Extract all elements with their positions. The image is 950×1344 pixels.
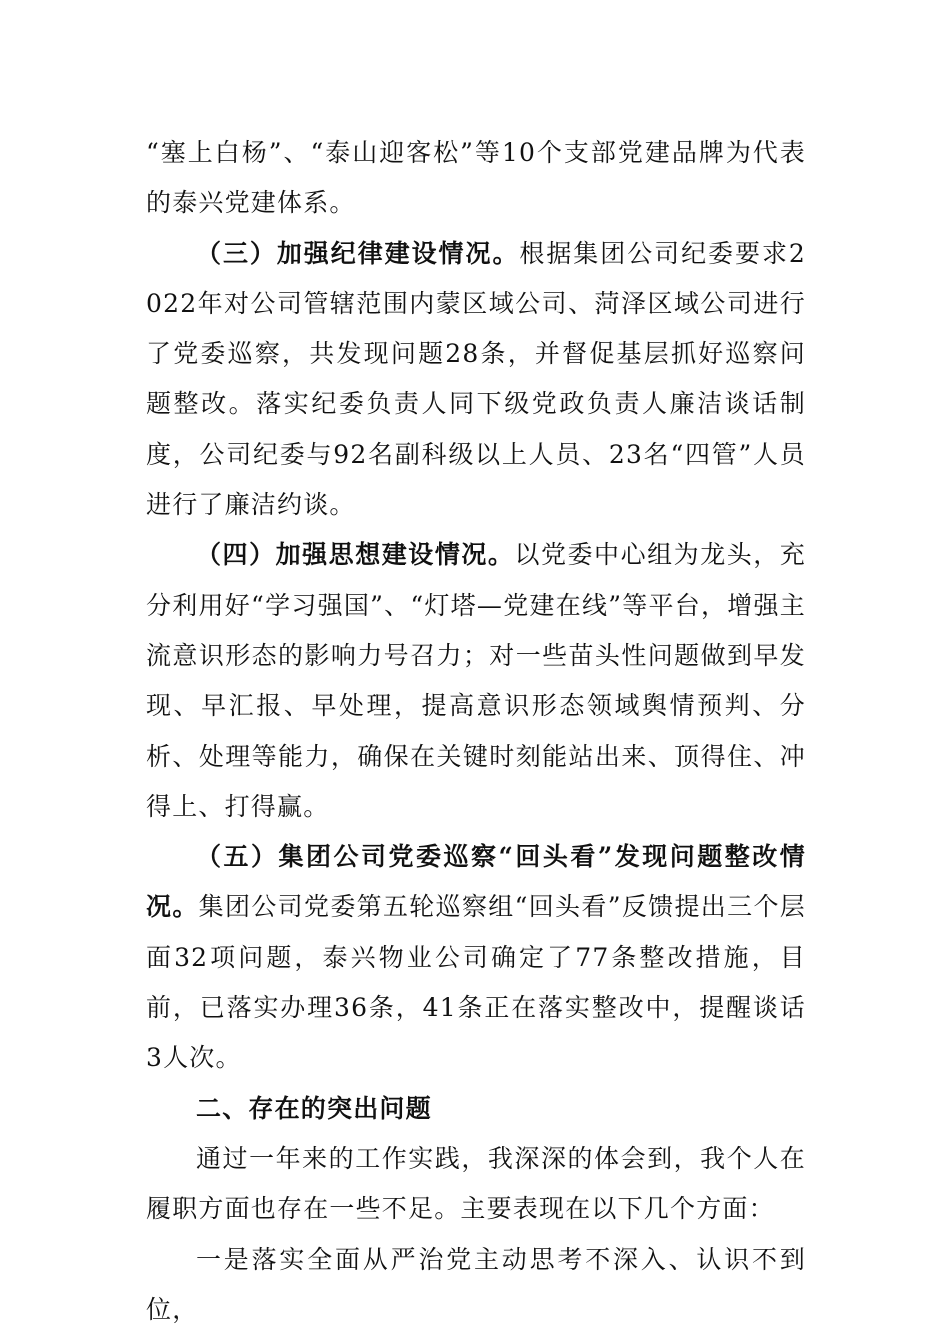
paragraph-discipline <box>146 229 806 531</box>
document-page <box>146 128 806 1335</box>
paragraph-inspection-rectification <box>146 832 806 1083</box>
paragraph-party-brand: “塞上白杨”、“泰山迎客松”等10个支部党建品牌为代表的泰兴党建体系。 <box>146 138 806 218</box>
body-discipline: 根据集团公司纪委要求2022年对公司管辖范围内蒙区域公司、菏泽区域公司进行了党委巡察，共发现问题28条，并督促基层抓好巡察问题整改。落实纪委负责人同下级党政负责人廉洁谈话制度，公司纪委与92名副科级以上人员、23名“四管”人员进行了廉洁约谈。 <box>146 238 807 520</box>
body-inspection-rectification: 集团公司党委第五轮巡察组“回头看”反馈提出三个层面32项问题，泰兴物业公司确定了77条整改措施，目前，已落实办理36条，41条正在落实整改中，提醒谈话3人次。 <box>146 892 806 1073</box>
heading-discipline: （三）加强纪律建设情况。 <box>196 238 520 268</box>
paragraph-point-one: 一是落实全面从严治党主动思考不深入、认识不到位， <box>146 1244 806 1324</box>
body-ideology: 以党委中心组为龙头，充分利用好“学习强国”、“灯塔—党建在线”等平台，增强主流意识形态的影响力号召力；对一些苗头性问题做到早发现、早汇报、早处理，提高意识形态领域舆情预判、分析、处理等能力，确保在关键时刻能站出来、顶得住、冲得上、打得赢。 <box>146 540 806 821</box>
heading-inspection-rectification: （五）集团公司党委巡察“回头看”发现问题整改情况。 <box>146 842 806 922</box>
section-title-problems: 二、存在的突出问题 <box>196 1093 432 1123</box>
paragraph-reflection: 通过一年来的工作实践，我深深的体会到，我个人在履职方面也存在一些不足。主要表现在以下几个方面： <box>146 1143 806 1224</box>
heading-ideology: （四）加强思想建设情况。 <box>196 540 515 570</box>
paragraph-ideology <box>146 530 806 832</box>
